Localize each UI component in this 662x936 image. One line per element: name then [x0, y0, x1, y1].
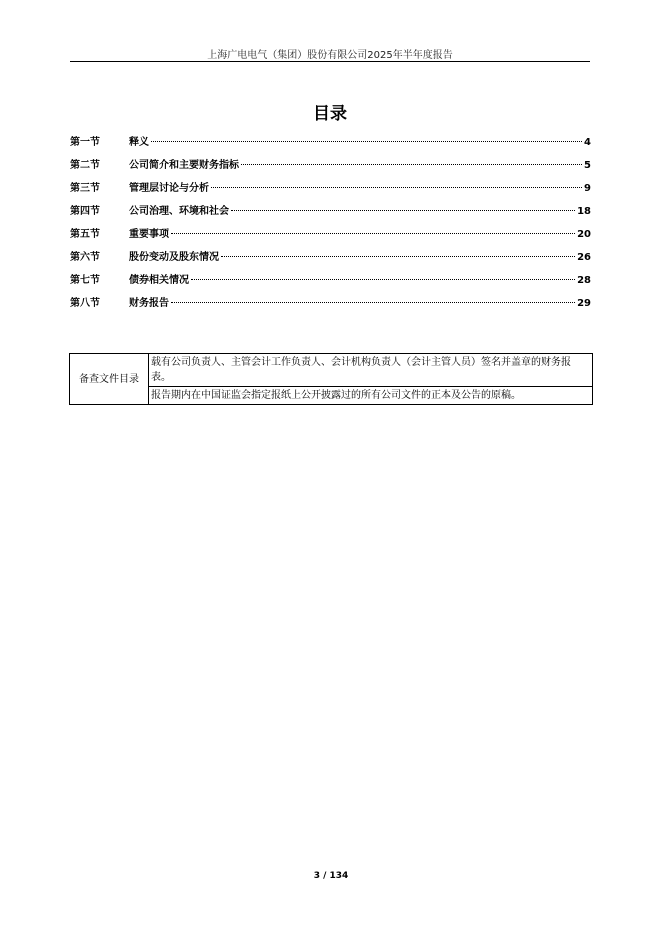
toc-page-number: 9 [584, 183, 591, 194]
toc-dot-leader [241, 164, 582, 165]
toc-entry[interactable] [70, 179, 591, 202]
reference-document-item: 载有公司负责人、主管会计工作负责人、会计机构负责人（会计主管人员）签名并盖章的财务报表。 [149, 354, 593, 387]
table-of-contents [70, 133, 591, 317]
toc-entry[interactable] [70, 225, 591, 248]
toc-section-title: 重要事项 [129, 229, 169, 240]
toc-entry[interactable] [70, 271, 591, 294]
toc-section-number: 第三节 [70, 183, 100, 194]
reference-documents-label: 备查文件目录 [70, 354, 149, 405]
toc-page-number: 4 [584, 137, 591, 148]
toc-entry[interactable] [70, 202, 591, 225]
toc-section-title: 公司简介和主要财务指标 [129, 160, 239, 171]
toc-dot-leader [171, 302, 575, 303]
toc-section-title: 财务报告 [129, 298, 169, 309]
running-header: 上海广电电气（集团）股份有限公司2025年半年度报告 [207, 50, 453, 61]
reference-document-item: 报告期内在中国证监会指定报纸上公开披露过的所有公司文件的正本及公告的原稿。 [149, 387, 593, 405]
toc-section-number: 第五节 [70, 229, 100, 240]
table-row [70, 354, 593, 387]
toc-dot-leader [151, 141, 582, 142]
toc-page-number: 5 [584, 160, 591, 171]
toc-section-title: 股份变动及股东情况 [129, 252, 219, 263]
toc-section-number: 第四节 [70, 206, 100, 217]
toc-entry[interactable] [70, 133, 591, 156]
toc-dot-leader [191, 279, 575, 280]
toc-title: 目录 [313, 104, 347, 124]
toc-page-number: 18 [577, 206, 591, 217]
toc-section-number: 第七节 [70, 275, 100, 286]
toc-section-number: 第一节 [70, 137, 100, 148]
toc-dot-leader [211, 187, 582, 188]
toc-section-title: 管理层讨论与分析 [129, 183, 209, 194]
toc-section-title: 释义 [129, 137, 149, 148]
reference-documents-table [69, 353, 593, 405]
toc-page-number: 26 [577, 252, 591, 263]
toc-dot-leader [171, 233, 575, 234]
toc-section-title: 债券相关情况 [129, 275, 189, 286]
toc-entry[interactable] [70, 156, 591, 179]
toc-page-number: 29 [577, 298, 591, 309]
toc-section-title: 公司治理、环境和社会 [129, 206, 229, 217]
toc-dot-leader [231, 210, 575, 211]
toc-section-number: 第六节 [70, 252, 100, 263]
toc-page-number: 20 [577, 229, 591, 240]
page-number: 3 / 134 [313, 871, 349, 881]
header-rule [70, 61, 590, 62]
toc-entry[interactable] [70, 294, 591, 317]
toc-dot-leader [221, 256, 575, 257]
table-row [70, 387, 593, 405]
toc-entry[interactable] [70, 248, 591, 271]
toc-section-number: 第八节 [70, 298, 100, 309]
toc-page-number: 28 [577, 275, 591, 286]
toc-section-number: 第二节 [70, 160, 100, 171]
